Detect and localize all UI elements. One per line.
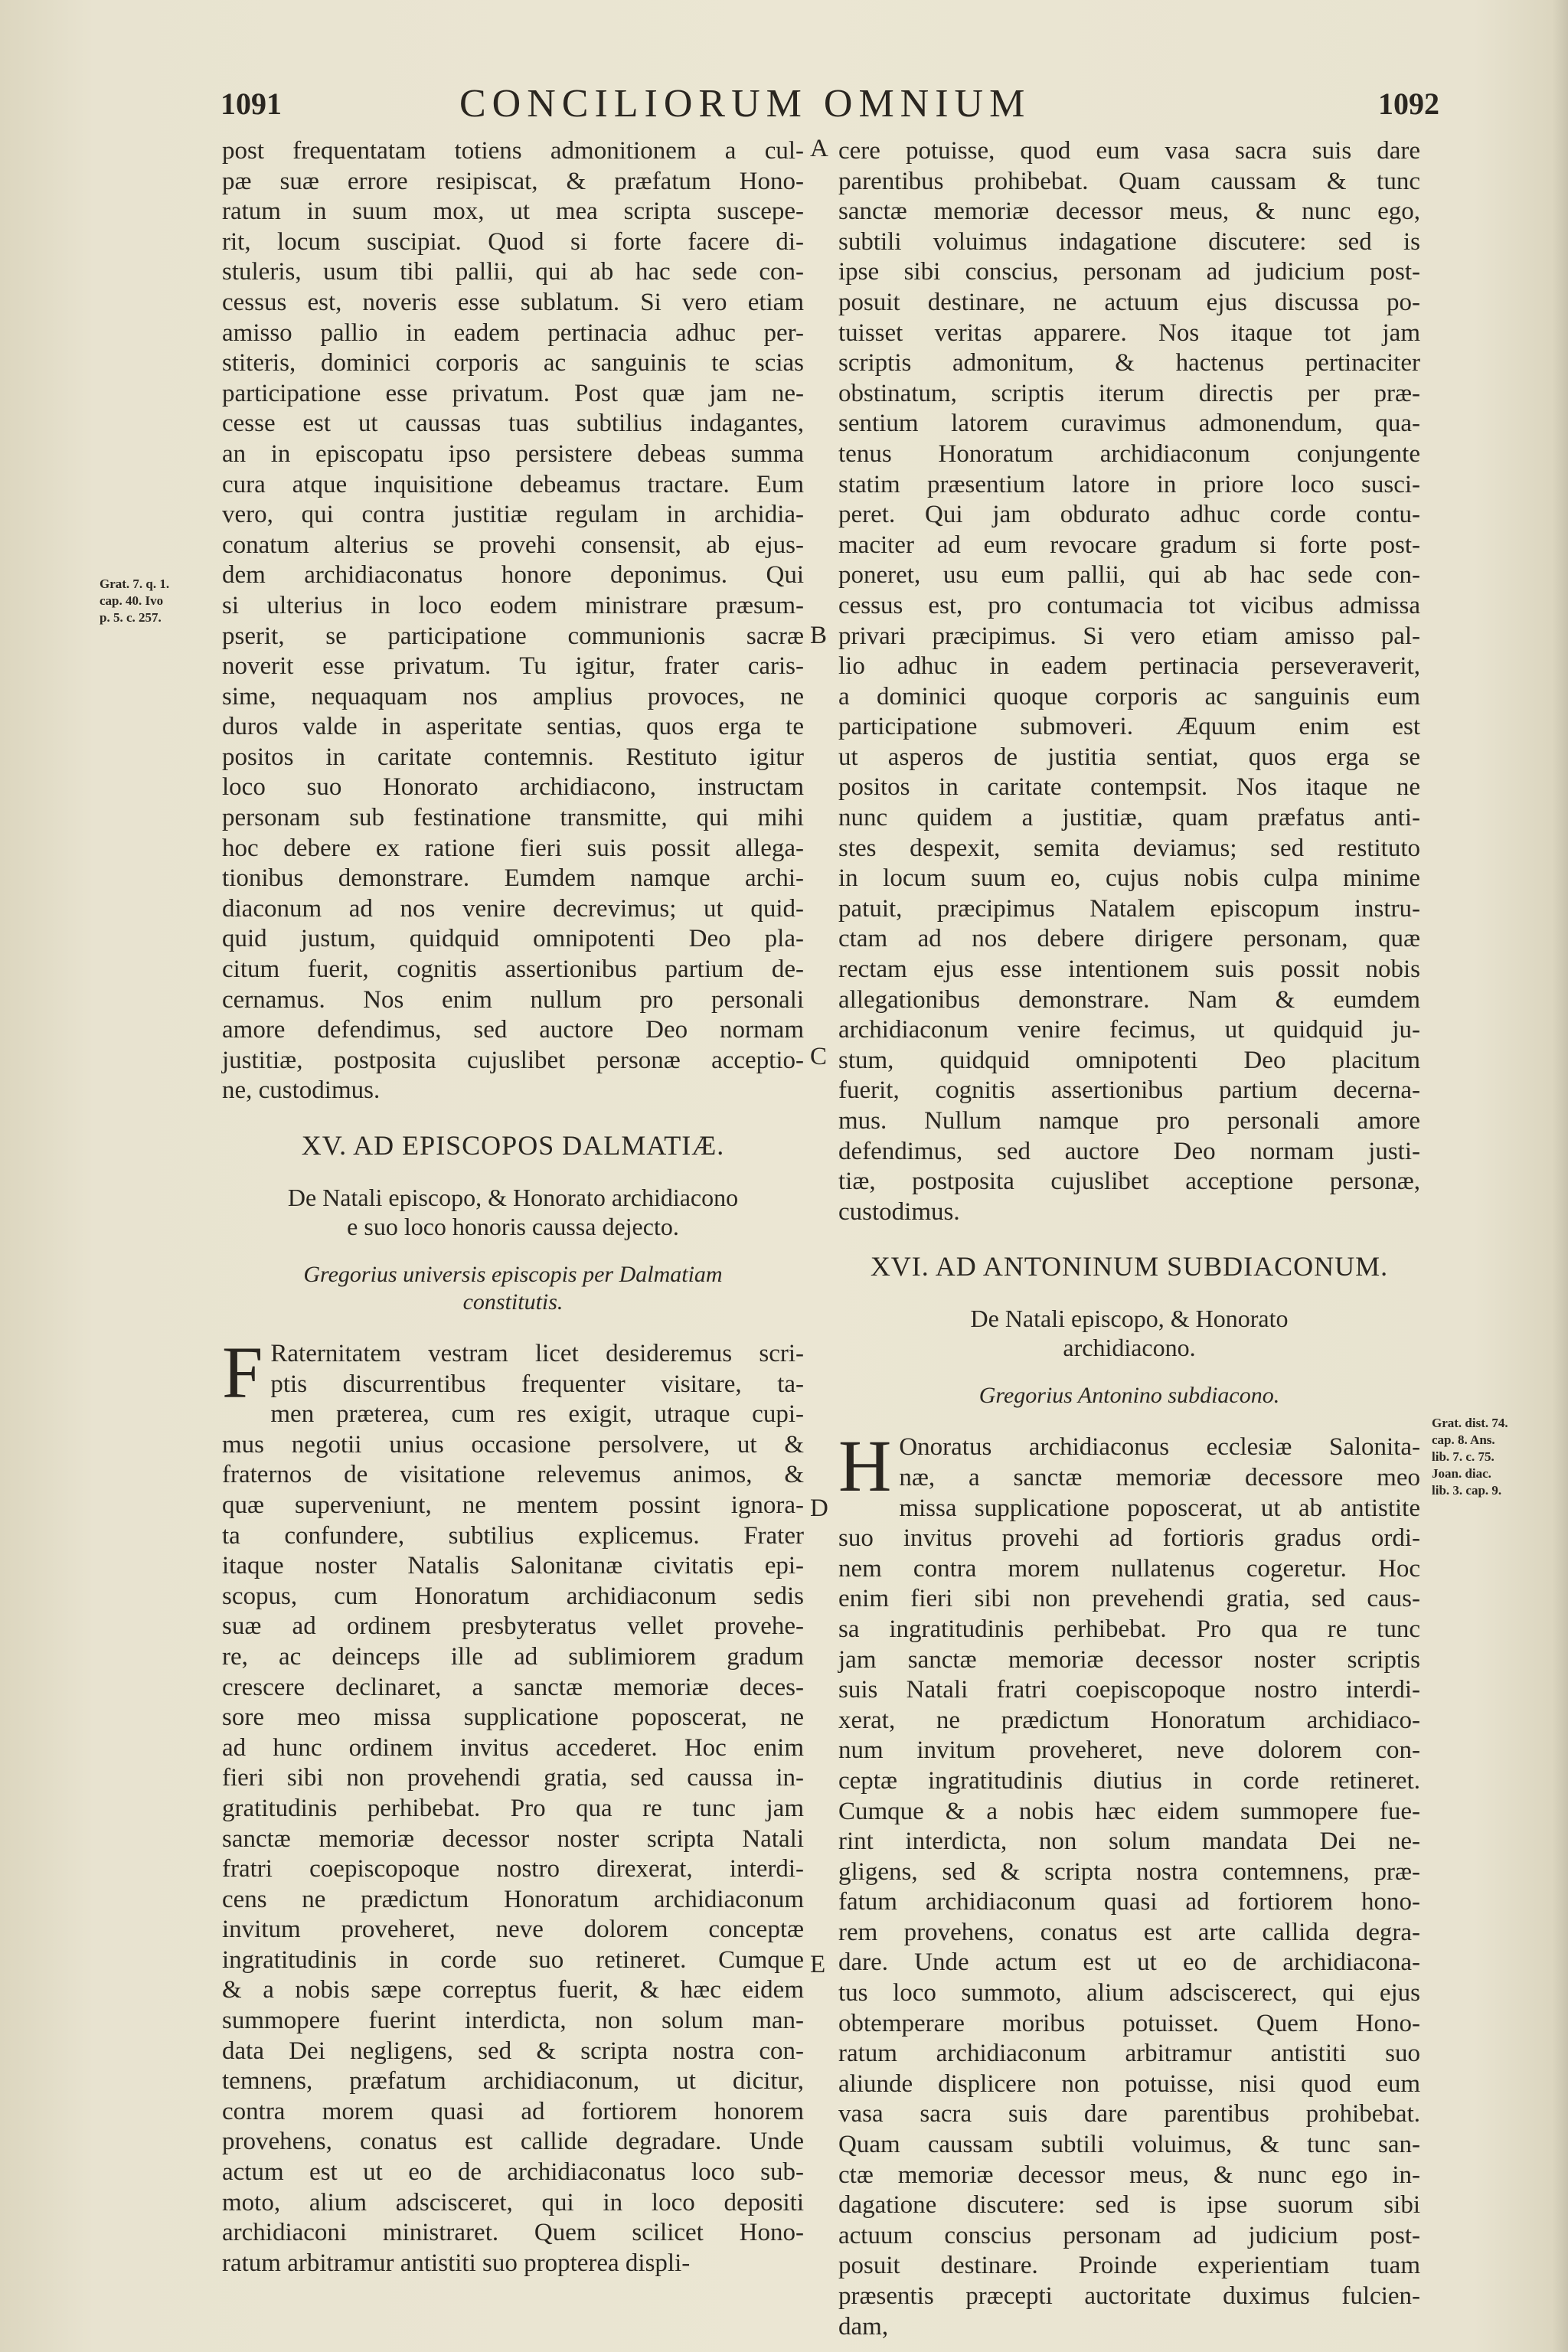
section-letter-b: B xyxy=(810,622,828,649)
text-line: amisso pallio in eadem pertinacia adhuc per- xyxy=(222,318,804,347)
text-line: suo invitus provehi ad fortioris gradus ordi- xyxy=(838,1524,1420,1553)
text-line: ingratitudinis in corde suo retineret. Cumque xyxy=(222,1945,804,1974)
text-line: positos in caritate contempsit. Nos itaque ne xyxy=(838,773,1420,802)
text-line: noverit esse privatum. Tu igitur, frater caris- xyxy=(222,652,804,681)
text-line: cesse est ut caussas tuas subtilius indagantes, xyxy=(222,410,804,438)
text-line: nem contra morem nullatenus cogeretur. Hoc xyxy=(838,1554,1420,1583)
margin-note-line: cap. 8. Ans. xyxy=(1432,1432,1495,1447)
text-line: stes despexit, semita deviamus; sed restituto xyxy=(838,834,1420,862)
text-line: temnens, præfatum archidiaconum, ut dicitur, xyxy=(222,2067,804,2096)
text-line: posuit destinare. Proinde experientiam tuam xyxy=(838,2252,1420,2280)
section-letter-d: D xyxy=(810,1494,828,1522)
text-line: cessus est, pro contumacia tot vicibus admissa xyxy=(838,591,1420,619)
text-line: a dominici quoque corporis ac sanguinis eum xyxy=(838,682,1420,710)
text-line: parentibus prohibebat. Quam caussam & tunc xyxy=(838,167,1420,195)
inscription-xv xyxy=(222,1261,804,1316)
text-line: mus. Nullum namque pro personali amore xyxy=(838,1107,1420,1135)
margin-note-line: Grat. 7. q. 1. xyxy=(100,577,170,591)
subhead-line: De Natali episcopo, & Honorato archidiacono xyxy=(287,1184,739,1211)
text-line: participatione submoveri. Æquum enim est xyxy=(838,713,1420,741)
text-line: ad hunc ordinem invitus accederet. Hoc enim xyxy=(222,1733,804,1762)
text-line: invitum proveheret, neve dolorem conceptæ xyxy=(222,1916,804,1944)
text-line: vero, qui contra justitiæ regulam in archidia- xyxy=(222,501,804,529)
text-line: tus loco summoto, alium adsciscerect, qui ejus xyxy=(838,1979,1420,2007)
text-line: ctam ad nos debere dirigere personam, quæ xyxy=(838,925,1420,953)
text-line: vasa sacra suis dare parentibus prohibebat. xyxy=(838,2100,1420,2128)
running-header xyxy=(0,82,1568,132)
text-line: archidiaconi ministraret. Quem scilicet Hono- xyxy=(222,2219,804,2247)
text-line: hoc debere ex ratione fieri suis possit allega- xyxy=(222,834,804,862)
text-line: custodimus. xyxy=(838,1197,960,1226)
text-line: archidiaconum venire fecimus, ut quidquid ju- xyxy=(838,1016,1420,1044)
subhead-line: De Natali episcopo, & Honorato xyxy=(970,1305,1289,1333)
text-line: cernamus. Nos enim nullum pro personali xyxy=(222,985,804,1014)
text-line: sanctæ memoriæ decessor meus, & nunc ego, xyxy=(838,198,1420,226)
text-line: defendimus, sed auctore Deo normam justi- xyxy=(838,1137,1420,1165)
text-line: scriptis admonitum, & hactenus pertinaciter xyxy=(838,349,1420,377)
chapter-heading-xv: XV. AD EPISCOPOS DALMATIÆ. xyxy=(301,1130,725,1161)
inscription-xvi: Gregorius Antonino subdiacono. xyxy=(978,1383,1280,1409)
margin-note-left xyxy=(100,576,169,626)
text-line: cessus est, noveris esse sublatum. Si vero etiam xyxy=(222,288,804,316)
text-line: rectam ejus esse intentionem suis possit nobis xyxy=(838,956,1420,984)
text-line: sa ingratitudinis perhibebat. Pro qua re tunc xyxy=(838,1615,1420,1643)
text-line: obtemperare moribus potuisset. Quem Hono- xyxy=(838,2009,1420,2037)
letter-body-xv xyxy=(222,1331,804,2278)
text-line: sime, nequaquam nos amplius provoces, ne xyxy=(222,682,804,710)
text-line: provehens, conatus est callide degradare. Unde xyxy=(222,2128,804,2156)
margin-note-line: lib. 7. c. 75. xyxy=(1432,1449,1494,1464)
text-line: fratri coepiscopoque nostro direxerat, interdi- xyxy=(222,1855,804,1883)
text-line: rint interdicta, non solum mandata Dei ne- xyxy=(838,1828,1420,1856)
text-line: rem provehens, conatus est arte callida degra- xyxy=(838,1918,1420,1946)
text-line: cura atque inquisitione debeamus tractare. Eum xyxy=(222,470,804,498)
text-line: ratum archidiaconum arbitramur antistiti suo xyxy=(838,2040,1420,2068)
text-line: Onoratus archidiaconus ecclesiæ Salonita- xyxy=(899,1433,1420,1462)
text-line: Quam caussam subtili voluimus, & tunc san- xyxy=(838,2131,1420,2159)
text-line: data Dei negligens, sed & scripta nostra con- xyxy=(222,2037,804,2065)
text-line: stiteris, dominici corporis ac sanguinis te scias xyxy=(222,349,804,377)
text-line: allegationibus demonstrare. Nam & eumdem xyxy=(838,985,1420,1014)
text-line: fuerit, cognitis assertionibus partium decerna- xyxy=(838,1076,1420,1105)
text-line: quæ superveniunt, ne mentem possint ignora- xyxy=(222,1491,804,1519)
text-line: fraternos de visitatione relevemus animos, & xyxy=(222,1461,804,1489)
text-line: cere potuisse, quod eum vasa sacra suis dare xyxy=(838,137,1420,165)
text-line: scopus, cum Honoratum archidiaconum sedis xyxy=(222,1582,804,1610)
text-line: posuit destinare, ne actuum ejus discussa po- xyxy=(838,288,1420,316)
margin-note-line: p. 5. c. 257. xyxy=(100,610,162,625)
text-line: in locum suum eo, cujus nobis culpa minime xyxy=(838,864,1420,893)
text-line: fieri sibi non provehendi gratia, sed caussa in- xyxy=(222,1764,804,1792)
text-line: xerat, ne prædictum Honoratum archidiaco- xyxy=(838,1706,1420,1734)
section-letter-c: C xyxy=(810,1043,828,1070)
chapter-heading-xvi: XVI. AD ANTONINUM SUBDIACONUM. xyxy=(870,1251,1389,1282)
right-column-text-top xyxy=(838,136,1420,1227)
text-line: crescere declinaret, a sanctæ memoriæ deces- xyxy=(222,1673,804,1701)
text-line: re, ac deinceps ille ad sublimiorem gradum xyxy=(222,1642,804,1671)
text-line: dagatione discutere: sed is ipse suorum sibi xyxy=(838,2191,1420,2220)
text-line: si ulterius in loco eodem ministrare præsum- xyxy=(222,591,804,619)
text-line: actuum conscius personam ad judicium post- xyxy=(838,2221,1420,2249)
text-line: Cumque & a nobis hæc eidem summopere fue- xyxy=(838,1797,1420,1825)
text-line: post frequentatam totiens admonitionem a cul- xyxy=(222,137,804,165)
text-line: nunc quidem a justitiæ, quam præfatus anti- xyxy=(838,804,1420,832)
text-line: enim fieri sibi non prevehendi gratia, sed caus- xyxy=(838,1585,1420,1613)
text-line: suæ ad ordinem presbyteratus vellet provehe- xyxy=(222,1612,804,1641)
margin-note-line: Joan. diac. xyxy=(1432,1466,1491,1481)
text-line: & a nobis sæpe correptus fuerit, & hæc eidem xyxy=(222,1976,804,2004)
chapter-subhead-xvi xyxy=(838,1304,1420,1362)
margin-note-right xyxy=(1432,1415,1508,1499)
text-line: Raternitatem vestram licet desideremus scri- xyxy=(270,1340,804,1367)
margin-note-line: cap. 40. Ivo xyxy=(100,593,164,608)
text-line: tionibus demonstrare. Eumdem namque archi- xyxy=(222,864,804,893)
text-line: næ, a sanctæ memoriæ decessore meo xyxy=(899,1463,1420,1491)
text-line: quid justum, quidquid omnipotenti Deo pla- xyxy=(222,925,804,953)
text-line: loco suo Honorato archidiacono, instructam xyxy=(222,773,804,802)
text-line: stum, quidquid omnipotenti Deo placitum xyxy=(838,1046,1420,1074)
margin-note-line: lib. 3. cap. 9. xyxy=(1432,1483,1502,1498)
text-line: stuleris, usum tibi pallii, qui ab hac sede con- xyxy=(222,258,804,286)
left-column-text-top xyxy=(222,136,804,1106)
text-line: num invitum proveheret, neve dolorem con- xyxy=(838,1736,1420,1765)
text-line: actum est ut eo de archidiaconatus loco sub- xyxy=(222,2158,804,2187)
page-number-left: 1091 xyxy=(220,87,282,121)
text-line: missa supplicatione poposcerat, ut ab antistite xyxy=(899,1494,1420,1522)
chapter-subhead-xv xyxy=(222,1183,804,1241)
text-line: contra morem quasi ad fortiorem honorem xyxy=(222,2097,804,2125)
text-line: dem archidiaconatus honore deponimus. Qui xyxy=(222,561,804,590)
text-line: patuit, præcipimus Natalem episcopum instru- xyxy=(838,894,1420,923)
text-line: jam sanctæ memoriæ decessor noster scriptis xyxy=(838,1645,1420,1674)
text-line: justitiæ, postposita cujuslibet personæ acceptio- xyxy=(222,1046,804,1074)
inscription-line: Gregorius universis episcopis per Dalmatiam xyxy=(303,1262,723,1287)
right-column xyxy=(838,136,1420,2342)
text-line: obstinatum, scriptis iterum directis per præ- xyxy=(838,379,1420,407)
text-line: ptis discurrentibus frequenter visitare, ta- xyxy=(270,1370,804,1398)
text-line: ratum arbitramur antistiti suo propterea displi- xyxy=(222,2249,691,2277)
text-line: tiæ, postposita cujuslibet acceptione personæ, xyxy=(838,1168,1420,1196)
text-line: cens ne prædictum Honoratum archidiaconum xyxy=(222,1885,804,1913)
text-line: fatum archidiaconum quasi ad fortiorem hono- xyxy=(838,1888,1420,1916)
text-line: summopere fuerint interdicta, non solum man- xyxy=(222,2007,804,2035)
text-line: peret. Qui jam obdurato adhuc corde contu- xyxy=(838,501,1420,529)
text-line: tenus Honoratum archidiaconum conjungente xyxy=(838,439,1420,468)
text-line: sanctæ memoriæ decessor noster scripta Natali xyxy=(222,1824,804,1853)
text-line: diaconum ad nos venire decrevimus; ut quid- xyxy=(222,894,804,923)
text-line: personam sub festinatione transmitte, qui mihi xyxy=(222,804,804,832)
text-line: ceptæ ingratitudinis diutius in corde retineret. xyxy=(838,1766,1420,1795)
text-line: sore meo missa supplicatione poposcerat, ne xyxy=(222,1704,804,1732)
text-line: duros valde in asperitate sentias, quos erga te xyxy=(222,713,804,741)
section-letter-e: E xyxy=(810,1951,826,1978)
text-line: itaque noster Natalis Salonitanæ civitatis epi- xyxy=(222,1552,804,1580)
text-line: gligens, sed & scripta nostra contemnens, præ- xyxy=(838,1857,1420,1886)
subhead-line: e suo loco honoris caussa dejecto. xyxy=(347,1213,679,1240)
text-line: dam, xyxy=(838,2312,889,2341)
text-line: sentium latorem curavimus admonendum, qua- xyxy=(838,410,1420,438)
text-line: præsentis præcepti auctoritate duximus fulcien- xyxy=(838,2282,1420,2310)
text-line: citum fuerit, cognitis assertionibus partium de- xyxy=(222,956,804,984)
text-line: gratitudinis perhibebat. Pro qua re tunc jam xyxy=(222,1794,804,1822)
text-line: pserit, se participatione communionis sacræ xyxy=(222,622,804,650)
text-line: lio adhuc in eadem pertinacia perseveraverit, xyxy=(838,652,1420,681)
page-edge-shadow xyxy=(1553,0,1568,2352)
text-line: subtili voluimus indagatione discutere: sed is xyxy=(838,227,1420,256)
inscription-line: constitutis. xyxy=(462,1289,564,1315)
left-column xyxy=(222,136,804,2278)
text-line: pæ suæ errore resipiscat, & præfatum Hono- xyxy=(222,167,804,195)
text-line: men præterea, cum res exigit, utraque cupi- xyxy=(270,1400,804,1429)
text-line: amore defendimus, sed auctore Deo normam xyxy=(222,1016,804,1044)
text-line: ut asperos de justitia sentiat, quos erga se xyxy=(838,743,1420,771)
margin-note-line: Grat. dist. 74. xyxy=(1432,1416,1508,1430)
text-line: ne, custodimus. xyxy=(222,1076,381,1105)
letter-body-xvi xyxy=(838,1425,1420,2342)
text-line: ipse sibi conscius, personam ad judicium post- xyxy=(838,258,1420,286)
text-line: rit, locum suscipiat. Quod si forte facere di- xyxy=(222,227,804,256)
drop-capital: F xyxy=(222,1331,263,1413)
text-line: privari præcipimus. Si vero etiam amisso pal- xyxy=(838,622,1420,650)
text-line: ta confundere, subtilius explicemus. Frater xyxy=(222,1521,804,1550)
text-line: ratum in suum mox, ut mea scripta suscepe- xyxy=(222,198,804,226)
text-line: suis Natali fratri coepiscopoque nostro interdi- xyxy=(838,1676,1420,1704)
text-line: an in episcopatu ipso persistere debeas summa xyxy=(222,439,804,468)
page-number-right: 1092 xyxy=(1378,87,1439,121)
text-line: poneret, usu eum pallii, qui ab hac sede con- xyxy=(838,561,1420,590)
text-line: dare. Unde actum est ut eo de archidiacona- xyxy=(838,1949,1420,1977)
text-line: maciter ad eum revocare gradum si forte post- xyxy=(838,531,1420,559)
section-letter-a: A xyxy=(810,135,828,162)
text-line: conatum alterius se provehi consensit, ab ejus- xyxy=(222,531,804,559)
text-line: tuisset veritas apparere. Nos itaque tot jam xyxy=(838,318,1420,347)
drop-capital: H xyxy=(838,1425,892,1508)
text-line: moto, alium adscisceret, qui in loco depositi xyxy=(222,2188,804,2216)
running-title: CONCILIORUM OMNIUM xyxy=(459,82,1031,126)
text-line: statim præsentium latore in priore loco susci- xyxy=(838,470,1420,498)
left-column-letter-body xyxy=(222,1331,804,2278)
right-column-letter-body xyxy=(838,1425,1420,2342)
text-line: aliunde displicere non potuisse, nisi quod eum xyxy=(838,2069,1420,2098)
text-line: ctæ memoriæ decessor meus, & nunc ego in- xyxy=(838,2161,1420,2189)
subhead-line: archidiacono. xyxy=(1063,1334,1196,1362)
text-line: mus negotii unius occasione persolvere, ut & xyxy=(222,1430,804,1459)
text-line: participatione esse privatum. Post quæ jam ne- xyxy=(222,379,804,407)
text-line: positos in caritate contemnis. Restituto igitur xyxy=(222,743,804,771)
